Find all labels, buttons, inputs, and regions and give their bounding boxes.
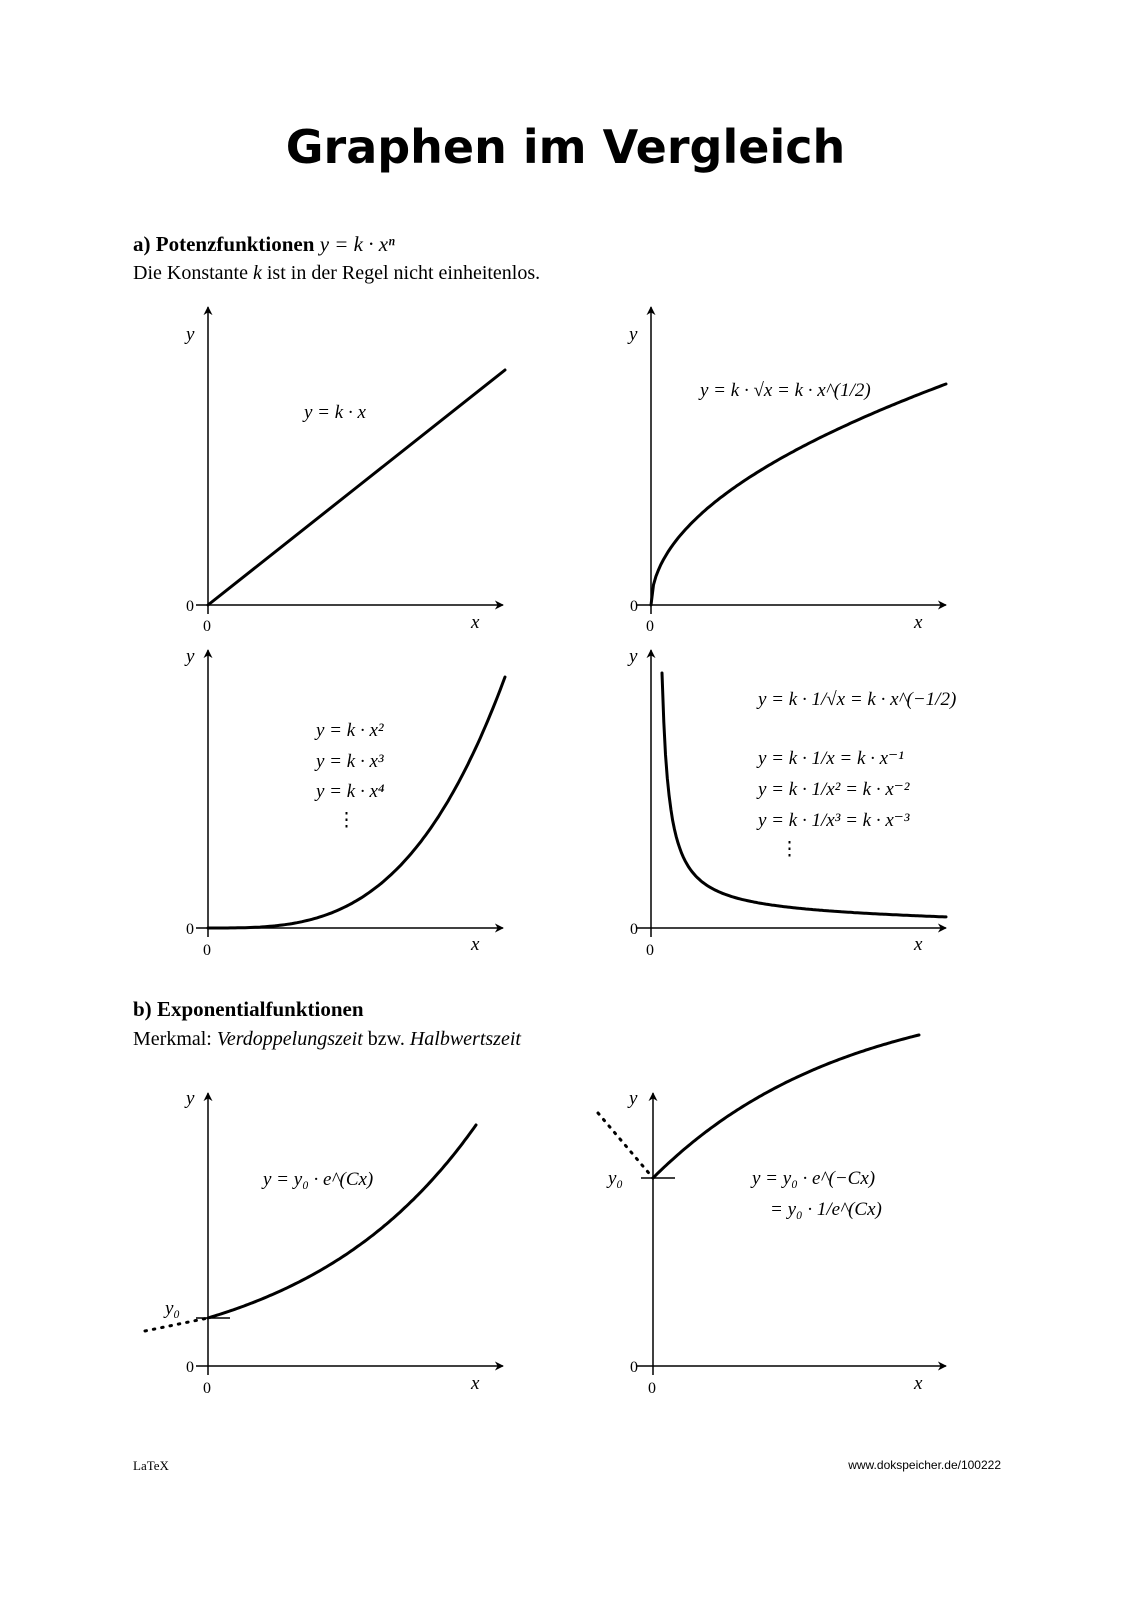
formula-sqrt: y = k · √x = k · x^(1/2) <box>700 380 871 401</box>
y-axis-label: y <box>186 646 195 667</box>
x-axis-label: x <box>471 612 480 633</box>
y-zero-label: 0 <box>186 921 194 938</box>
formula-inverse-ellipsis: ⋮ <box>780 839 799 860</box>
formula-power-ellipsis: ⋮ <box>337 810 356 831</box>
y-axis-label: y <box>186 1088 195 1109</box>
note-text: ist in der Regel nicht einheitenlos. <box>261 262 541 284</box>
y-axis-label: y <box>629 1088 638 1109</box>
x-axis-label: x <box>471 934 480 955</box>
x-axis-label: x <box>471 1373 480 1394</box>
y0-label: y₀ <box>608 1168 624 1189</box>
y-zero-label: 0 <box>186 1359 194 1376</box>
curve-sqrt <box>651 384 946 605</box>
note-text: Die Konstante <box>133 262 253 284</box>
formula-inverse: y = k · 1/x³ = k · x⁻³ <box>758 810 910 831</box>
formula-power: y = k · x⁴ <box>316 781 385 802</box>
x-zero-label: 0 <box>203 1380 211 1397</box>
plot-linear <box>184 307 505 635</box>
y-axis-label: y <box>629 646 638 667</box>
formula-inverse: y = k · 1/√x = k · x^(−1/2) <box>758 689 957 710</box>
extrapolation-decay <box>598 1113 653 1178</box>
page-title: Graphen im Vergleich <box>285 120 846 174</box>
y-zero-label: 0 <box>630 921 638 938</box>
section-a-formula: y = k · xⁿ <box>319 232 395 256</box>
section-a-label: a) <box>133 232 151 256</box>
footer-latex: LaTeX <box>133 1458 169 1473</box>
section-b-title: Exponentialfunktionen <box>156 997 364 1021</box>
plot-exp-decay <box>598 1035 946 1397</box>
plot-sqrt <box>627 307 946 635</box>
note-text: Merkmal: <box>133 1028 217 1050</box>
y-zero-label: 0 <box>630 1359 638 1376</box>
x-zero-label: 0 <box>203 942 211 959</box>
extrapolation-growth <box>145 1318 208 1331</box>
curve-power <box>208 677 505 928</box>
footer-url: www.dokspeicher.de/100222 <box>848 1458 1001 1472</box>
plot-power <box>184 646 505 959</box>
y-zero-label: 0 <box>186 598 194 615</box>
y-zero-label: 0 <box>630 598 638 615</box>
section-b-label: b) <box>133 997 152 1021</box>
x-zero-label: 0 <box>648 1380 656 1397</box>
formula-inverse: y = k · 1/x² = k · x⁻² <box>758 779 910 800</box>
x-zero-label: 0 <box>203 618 211 635</box>
formula-exp-decay: = y₀ · 1/e^(Cx) <box>770 1199 882 1220</box>
note-emphasis: Halbwertszeit <box>409 1028 521 1050</box>
y-axis-label: y <box>186 324 195 345</box>
formula-linear: y = k · x <box>304 402 366 423</box>
x-zero-label: 0 <box>646 942 654 959</box>
formula-exp-growth: y = y₀ · e^(Cx) <box>263 1169 374 1190</box>
curve-exp-growth <box>208 1125 476 1318</box>
y-axis-label: y <box>629 324 638 345</box>
plot-exp-growth <box>145 1088 503 1397</box>
formula-power: y = k · x³ <box>316 751 384 772</box>
y0-label: y₀ <box>165 1298 181 1319</box>
x-axis-label: x <box>914 612 923 633</box>
note-text: bzw. <box>362 1028 410 1050</box>
formula-inverse: y = k · 1/x = k · x⁻¹ <box>758 748 904 769</box>
formula-power: y = k · x² <box>316 720 384 741</box>
formula-exp-decay: y = y₀ · e^(−Cx) <box>752 1168 876 1189</box>
section-a-title: Potenzfunktionen <box>155 232 315 256</box>
plot-inverse <box>627 646 956 959</box>
x-axis-label: x <box>914 934 923 955</box>
curve-exp-decay <box>653 1035 919 1178</box>
note-variable: k <box>252 262 262 284</box>
x-zero-label: 0 <box>646 618 654 635</box>
x-axis-label: x <box>914 1373 923 1394</box>
note-emphasis: Verdoppelungszeit <box>216 1028 363 1050</box>
